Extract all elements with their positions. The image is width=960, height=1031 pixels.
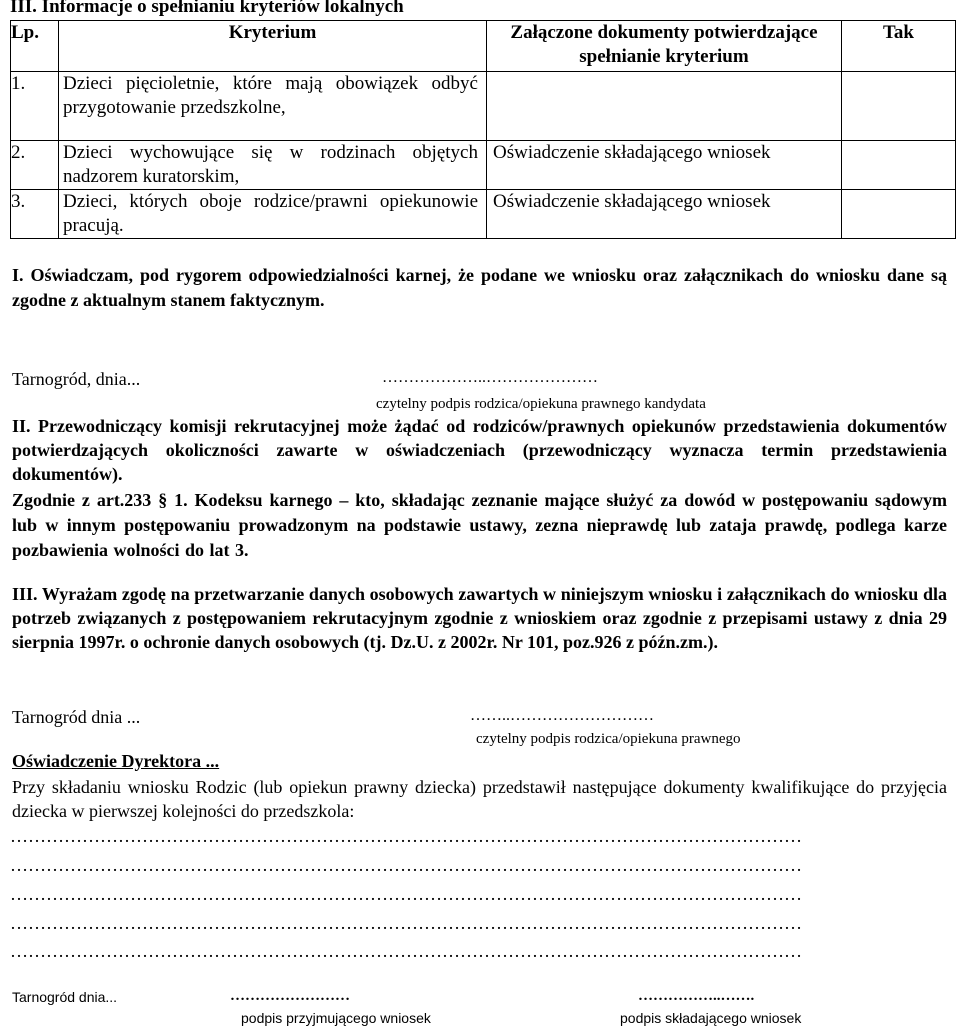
row-dokument: Oświadczenie składającego wniosek bbox=[487, 190, 842, 239]
header-zalaczone: Załączone dokumenty potwierdzające spełnianie kryterium bbox=[487, 21, 842, 72]
row-lp: 2. bbox=[11, 141, 59, 190]
declaration-2: II. Przewodniczący komisji rekrutacyjnej może żądać od rodziców/prawnych opiekunów przedstawienia dokumentów potwierdzających okoliczności zawarte w oświadczeniach (przewodniczący wyznacza termin przedstawienia dokumentów). bbox=[12, 416, 947, 484]
signature-caption-2: czytelny podpis rodzica/opiekuna prawnego bbox=[476, 731, 741, 747]
signature-line-2: ……..……………………… bbox=[470, 707, 654, 724]
row-tak bbox=[842, 190, 956, 239]
director-heading: Oświadczenie Dyrektora ... bbox=[12, 751, 220, 771]
row-dokument bbox=[487, 72, 842, 141]
row-tak bbox=[842, 141, 956, 190]
place-date-1: Tarnogród, dnia... bbox=[12, 369, 141, 389]
row-kryterium: Dzieci pięcioletnie, które mają obowiązek odbyć przygotowanie przedszkolne, bbox=[59, 72, 487, 141]
header-kryterium: Kryterium bbox=[59, 21, 487, 72]
criteria-table bbox=[10, 20, 956, 239]
row-lp: 3. bbox=[11, 190, 59, 239]
header-tak: Tak bbox=[842, 21, 956, 72]
footer-place-date: Tarnogród dnia... bbox=[12, 989, 118, 1005]
director-text: Przy składaniu wniosku Rodzic (lub opiekun prawny dziecka) przedstawił następujące dokumenty kwalifikujące do przyjęcia dziecka w pierwszej kolejności do przedszkola: bbox=[12, 777, 947, 821]
place-date-2: Tarnogród dnia ... bbox=[12, 707, 141, 727]
fill-line-3: …………………………………………………………………………………………………………………… bbox=[10, 884, 802, 904]
signature-caption-1: czytelny podpis rodzica/opiekuna prawnego kandydata bbox=[376, 396, 706, 412]
fill-line-1: …………………………………………………………………………………………………………………… bbox=[10, 826, 802, 846]
row-kryterium: Dzieci wychowujące się w rodzinach objętych nadzorem kuratorskim, bbox=[59, 141, 487, 190]
section-heading: III. Informacje o spełnianiu kryteriów lokalnych bbox=[10, 0, 404, 17]
footer-signature-line-left: …………………… bbox=[230, 988, 350, 1004]
row-kryterium: Dzieci, których oboje rodzice/prawni opiekunowie pracują. bbox=[59, 190, 487, 239]
table-header-row bbox=[11, 21, 956, 72]
fill-line-4: …………………………………………………………………………………………………………………… bbox=[10, 913, 802, 933]
footer-caption-left: podpis przyjmującego wniosek bbox=[241, 1010, 431, 1026]
table-row bbox=[11, 141, 956, 190]
footer-caption-right: podpis składającego wniosek bbox=[620, 1010, 802, 1026]
header-lp: Lp. bbox=[11, 21, 59, 72]
row-dokument: Oświadczenie składającego wniosek bbox=[487, 141, 842, 190]
legal-notice: Zgodnie z art.233 § 1. Kodeksu karnego – kto, składając zeznanie mające służyć za dowód w postępowaniu sądowym lub w innym postępowaniu prowadzonym na podstawie ustawy, zezna nieprawdę lub zataja prawdę, podlega karze pozbawienia wolności do lat 3. bbox=[12, 490, 947, 560]
declaration-3: III. Wyrażam zgodę na przetwarzanie danych osobowych zawartych w niniejszym wniosku i załącznikach do wniosku dla potrzeb związanych z postępowaniem rekrutacyjnym zgodnie z wnioskiem oraz zgodnie z przepisami ustawy z dnia 29 sierpnia 1997r. o ochronie danych osobowych (tj. Dz.U. z 2002r. Nr 101, poz.926 z późn.zm.). bbox=[12, 584, 947, 652]
row-tak bbox=[842, 72, 956, 141]
footer-signature-line-right: ……………..……. bbox=[638, 988, 755, 1004]
signature-line-1: ………………..………………… bbox=[382, 369, 598, 386]
fill-line-5: …………………………………………………………………………………………………………………… bbox=[10, 941, 802, 961]
table-row bbox=[11, 190, 956, 239]
declaration-1: I. Oświadczam, pod rygorem odpowiedzialności karnej, że podane we wniosku oraz załącznikach do wniosku dane są zgodne z aktualnym stanem faktycznym. bbox=[12, 265, 947, 310]
row-lp: 1. bbox=[11, 72, 59, 141]
fill-line-2: …………………………………………………………………………………………………………………… bbox=[10, 855, 802, 875]
table-row bbox=[11, 72, 956, 141]
